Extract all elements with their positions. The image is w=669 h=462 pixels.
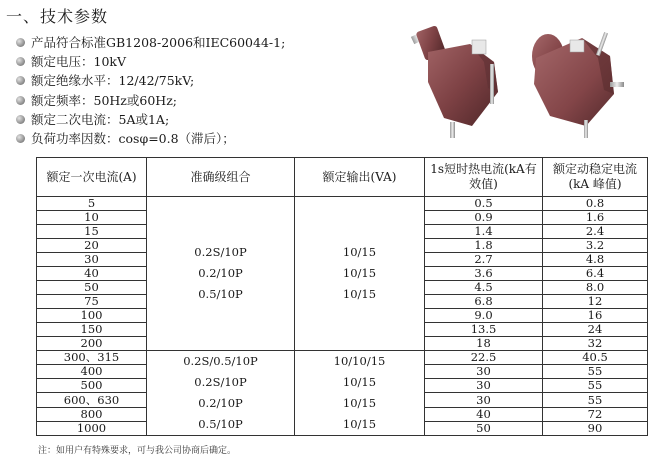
table-row: 150 13.5 24: [37, 323, 648, 337]
section-title: 一、技术参数: [6, 7, 109, 26]
output-group-2: 10/10/15 10/15 10/15 10/15: [295, 351, 425, 436]
table-row: 100 9.0 16: [37, 309, 648, 323]
table-row: 200 18 32: [37, 337, 648, 351]
table-row: 30 2.7 4.8: [37, 253, 648, 267]
table-row: 1000 50 90: [37, 421, 648, 435]
table-header-row: [37, 158, 648, 197]
spec-table: [36, 157, 648, 436]
transformer-right: [532, 32, 624, 138]
header-accuracy: 准确级组合: [147, 158, 295, 197]
table-row: 400 30 55: [37, 365, 648, 379]
spec-item: 额定频率：50Hz或60Hz;: [16, 91, 285, 110]
table-row: 500 30 55: [37, 379, 648, 393]
table-row: 50 4.5 8.0: [37, 281, 648, 295]
table-row: 800 40 72: [37, 407, 648, 421]
bullet-icon: [16, 57, 25, 66]
table-row: 15 1.4 2.4: [37, 225, 648, 239]
spec-item: 产品符合标准GB1208-2006和IEC60044-1;: [16, 33, 285, 52]
spec-item: 额定电压：10kV: [16, 52, 285, 71]
table-row: 20 1.8 3.2: [37, 239, 648, 253]
table-row: 75 6.8 12: [37, 295, 648, 309]
header-dynamic-current: 额定动稳定电流(kA 峰值): [543, 158, 648, 197]
spec-item: 负荷功率因数：cosφ=0.8（滞后）；: [16, 129, 285, 148]
output-group-1: 10/15 10/15 10/15: [295, 197, 425, 351]
table-row: 40 3.6 6.4: [37, 267, 648, 281]
bullet-icon: [16, 38, 25, 47]
footnote: 注：如用户有特殊要求，可与我公司协商后确定。: [38, 446, 237, 456]
bullet-icon: [16, 115, 25, 124]
table-row: 10 0.9 1.6: [37, 211, 648, 225]
header-primary-current: 额定一次电流(A): [37, 158, 147, 197]
transformer-left: [411, 25, 498, 138]
bullet-icon: [16, 96, 25, 105]
table-row: 600、630 30 55: [37, 393, 648, 407]
spec-item: 额定绝缘水平：12/42/75kV;: [16, 71, 285, 90]
bullet-icon: [16, 76, 25, 85]
header-thermal-current: 1s短时热电流(kA有效值): [425, 158, 543, 197]
accuracy-group-1: 0.2S/10P 0.2/10P 0.5/10P: [147, 197, 295, 351]
spec-item: 额定二次电流：5A或1A;: [16, 110, 285, 129]
bullet-icon: [16, 134, 25, 143]
product-photo: [410, 22, 635, 142]
accuracy-group-2: 0.2S/0.5/10P 0.2S/10P 0.2/10P 0.5/10P: [147, 351, 295, 436]
spec-list: [16, 33, 285, 148]
header-output: 额定输出(VA): [295, 158, 425, 197]
table-row: 5 0.2S/10P 0.2/10P 0.5/10P 10/15 10/15 10/15 0.5 0.8: [37, 197, 648, 211]
table-row: 300、315 0.2S/0.5/10P 0.2S/10P 0.2/10P 0.5/10P 10/10/15 10/15 10/15 10/15 22.5 40.5: [37, 351, 648, 365]
